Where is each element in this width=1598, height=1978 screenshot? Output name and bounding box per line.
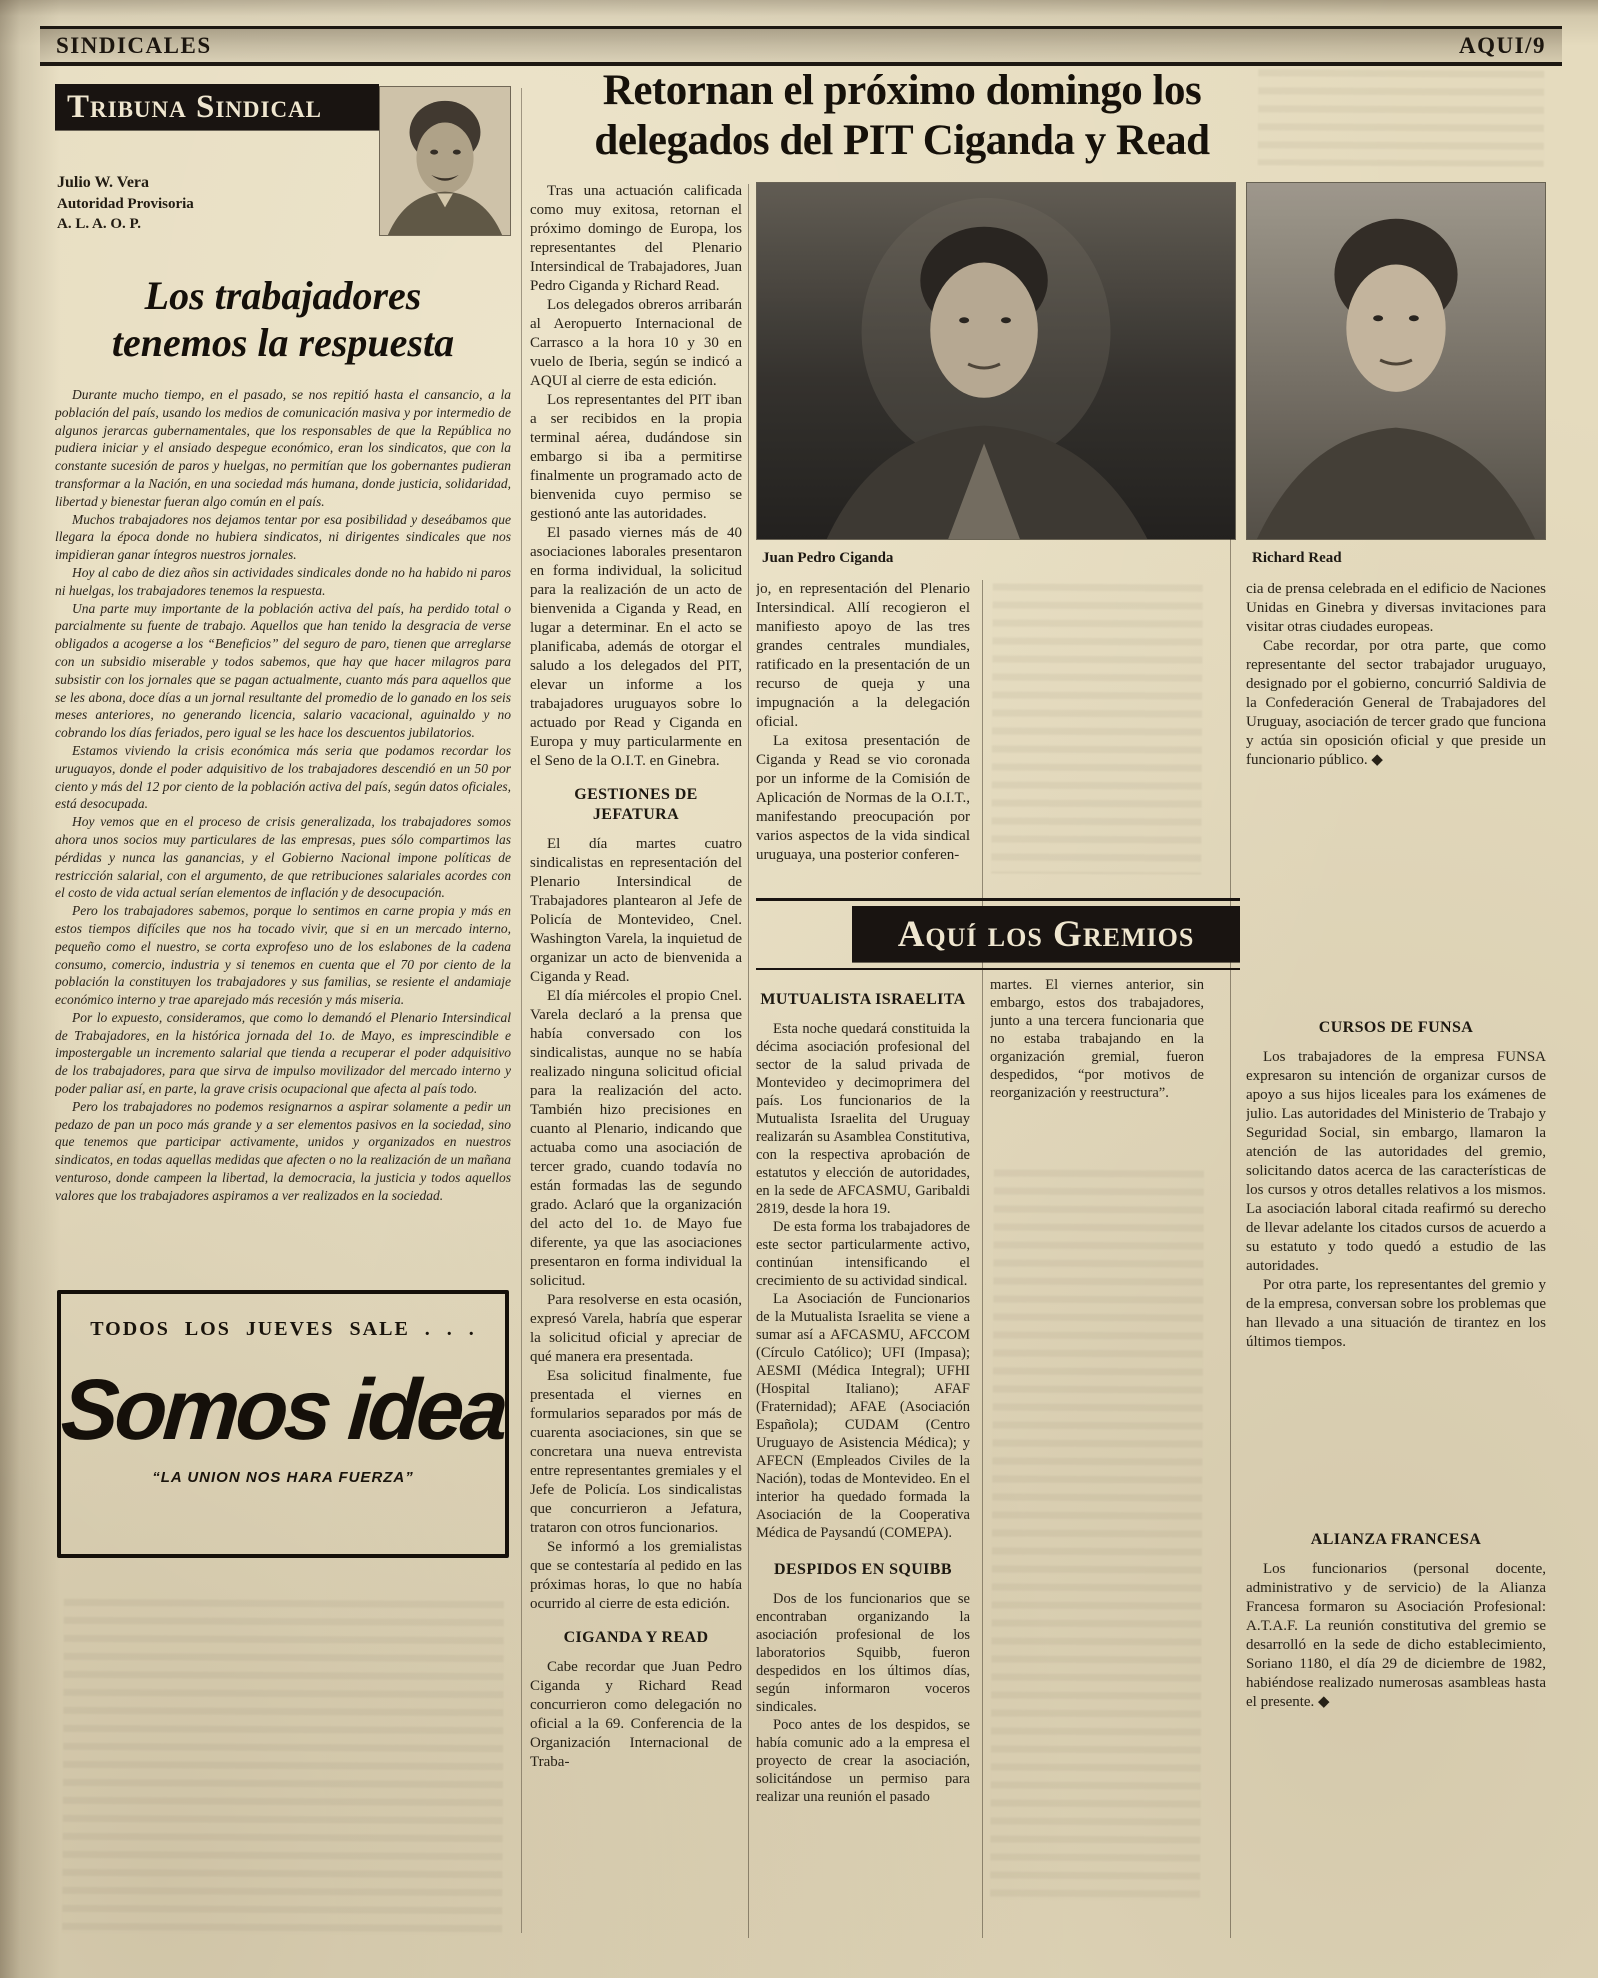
subhead-line: GESTIONES DE xyxy=(574,786,698,803)
opinion-paragraph: Hoy vemos que en el proceso de crisis generalizada, los trabajadores somos ahora unos socios muy particulares de las empresas, pues sólo compartimos las pérdidas y nunca las ganancias, y el Gobierno Nacional impone políticas de restricción salarial, con el argumento, de que retribuciones salariales acordes con el costo de vida actual serían elementos de inflación y de desocupación. xyxy=(55,814,511,901)
gremios-column-1 xyxy=(756,976,970,1938)
column-rule xyxy=(982,580,983,1938)
subhead-line: JEFATURA xyxy=(592,806,680,823)
page-number: AQUI/9 xyxy=(1459,32,1546,58)
bleed-through-texture xyxy=(991,583,1203,874)
subhead-cursos-de-funsa: CURSOS DE FUNSA xyxy=(1318,1019,1474,1036)
ciganda-portrait-illustration xyxy=(757,183,1235,539)
gremios-top-rule xyxy=(756,898,1240,901)
author-byline xyxy=(57,172,194,234)
opinion-paragraph: Una parte muy importante de la población activa del país, ha perdido total o parcialmente su fuente de trabajo. Aquellos que han tenido la desgracia de verse obligados a acogerse a los “Beneficios” del seguro de paro, tienen que arreglarse con un subsidio miserable y todos sabemos, que hay que hacer milagros para subsistir con los jornales que se pagan actualmente, cuanto más para aquellos que se les abona, doce días a un jornal resultante del promedio de lo ganado en los seis meses anteriores, no generando licencia, salario vacacional, aguinaldo y no cobrando los días feriados, pero igual se les hace los descuentos jubilatorios. xyxy=(55,600,511,741)
gremios-paragraph: Poco antes de los despidos, se había comunic ado a la empresa el proyecto de crear la asociación, solicitándose un permiso para realizar una reunión el pasado xyxy=(756,1717,970,1805)
opinion-paragraph: Estamos viviendo la crisis económica más seria que podamos recordar los uruguayos, donde el poder adquisitivo de los trabajadores descendió en un 50 por ciento y más del 12 por ciento de la población activa del país, según datos oficiales, está desocupada. xyxy=(55,742,511,812)
gremios-paragraph: Los funcionarios (personal docente, administrativo y de servicio) de la Alianza Francesa formaron su Asociación Profesional: A.T.A.F. La reunión constitutiva del gremio se desarrolló en la sede de dicho establecimiento, Soriano 1180, el día 29 de diciembre de 1982, habiéndose realizado numerosas asambleas hasta el presente. ◆ xyxy=(1246,1561,1546,1710)
author-portrait-illustration xyxy=(380,87,510,235)
article-paragraph: El día miércoles el propio Cnel. Varela declaró a la prensa que había conversado con los sindicalistas, aunque no se había realizado ninguna solicitud oficial para la realización del acto. También hizo precisiones en cuanto al Plenario, indicando que actuaba como una asociación de tercer grado, cuando todavía no están formadas las de segundo grado. Aclaró que la organización del acto del 1o. de Mayo fue diferente, ya que las asociaciones presentaron en forma individual la solicitud. xyxy=(530,988,742,1289)
article-paragraph: Cabe recordar, por otra parte, que como representante del sector trabajador uruguayo, designado por el gobierno, concurrió Saldivia de la Confederación General de Trabajadores del Uruguay, asociación de tercer grado que funciona y actúa sin oposición oficial y que preside un funcionario público. ◆ xyxy=(1246,638,1546,768)
article-paragraph: Los delegados obreros arribarán al Aeropuerto Internacional de Carrasco a la hora 10 y 30 en vuelo de Iberia, según se indicó a AQUI al cierre de esta edición. xyxy=(530,297,742,389)
article-paragraph: cia de prensa celebrada en el edificio de Naciones Unidas en Ginebra y diversas invitaciones para visitar otras ciudades europeas. xyxy=(1246,581,1546,635)
read-photo xyxy=(1246,182,1546,540)
gremios-masthead-text: Aquí los Gremios xyxy=(897,913,1195,955)
gremios-paragraph: De esta forma los trabajadores de este sector particularmente activo, continúan intensificando el crecimiento de su actividad sindical. xyxy=(756,1219,970,1289)
tribuna-sindical-masthead xyxy=(55,84,379,130)
article-paragraph: La exitosa presentación de Ciganda y Read se vio coronada por un informe de la Comisión de Aplicación de Normas de la O.I.T., manifestando preocupación por varios aspectos de la vida sindical uruguaya, una posterior conferen- xyxy=(756,733,970,863)
article-paragraph: El pasado viernes más de 40 asociaciones laborales presentaron en forma individual, la solicitud para la realización de un acto de bienvenida a Ciganda y Read, en lugar a determinar. En el acto se planificaba, además de otorgar el saludo a los delegados del PIT, elevar un informe a los trabajadores uruguayos sobre lo actuado por Read y Ciganda en Europa y muy particularmente en el Seno de la O.I.T. en Ginebra. xyxy=(530,525,742,769)
gremios-paragraph: Dos de los funcionarios que se encontraban organizando la asociación profesional de los laboratorios Squibb, fueron despedidos en los últimos días, según informaron voceros sindicales. xyxy=(756,1591,970,1715)
gremios-paragraph: Esta noche quedará constituida la décima asociación profesional del sector de la salud privada de Montevideo y decimoprimera del país. Los funcionarios de la Mutualista Israelita del Uruguay realizarán su Asamblea Constitutiva, con la respectiva aprobación de estatutos y elección de autoridades, en la sede de AFCASMU, Garibaldi 2819, desde la hora 19. xyxy=(756,1021,970,1217)
opinion-headline xyxy=(55,272,511,366)
read-portrait-illustration xyxy=(1247,183,1545,539)
tribuna-masthead-text: Tribuna Sindical xyxy=(67,88,323,125)
gremios-paragraph: Por otra parte, los representantes del gremio y de la empresa, conversan sobre los problemas que han llevado a una situación de tirantez en los últimos tiempos. xyxy=(1246,1277,1546,1350)
author-photo xyxy=(379,86,511,236)
author-name: Julio W. Vera xyxy=(57,174,150,191)
opinion-paragraph: Por lo expuesto, consideramos, que como lo demandó el Plenario Intersindical de Trabajadores, en la histórica jornada del 1o. de Mayo, es imprescindible e impostergable un incremento salarial que tienda a recuperar el poder adquisitivo de los trabajadores, para que sirva de impulso movilizador del mercado interno y poder paliar así, en parte, la grave crisis ocupacional que afecta al país todo. xyxy=(55,1009,511,1097)
article-column-4 xyxy=(1246,580,1546,1940)
opinion-body xyxy=(55,386,511,1262)
article-paragraph: jo, en representación del Plenario Intersindical. Allí recogieron el manifiesto apoyo de las tres grandes centrales mundiales, ratificado en la presentación de un recurso de queja y una impugnación a la delegación oficial. xyxy=(756,581,970,730)
somos-idea-ad xyxy=(57,1290,509,1558)
column-rule xyxy=(748,184,749,1938)
article-paragraph: Se informó a los gremialistas que se contestaría al pedido en las próximas horas, lo que no había ocurrido al cierre de esta edición. xyxy=(530,1539,742,1612)
main-headline xyxy=(550,66,1254,167)
opinion-paragraph: Durante mucho tiempo, en el pasado, se nos repitió hasta el cansancio, a la población del país, usando los medios de comunicación masiva y por intermedio de algunos jerarcas gubernamentales, que los responsables de que la República no pudiera iniciar y el ansiado despegue económico, eran los sindicatos, que con la constante sucesión de paros y huelgas, no permitían que los gobernantes pudieran transformar a la Nación, en una sociedad más humana, donde justicia, solidaridad, libertad y bienestar fueran algo común en el país. xyxy=(55,387,511,509)
opinion-paragraph: Hoy al cabo de diez años sin actividades sindicales donde no ha habido ni paros ni huelgas, los trabajadores tenemos la respuesta. xyxy=(55,564,511,598)
opinion-paragraph: Pero los trabajadores no podemos resignarnos a aspirar solamente a pedir un pedazo de pan un poco más grande y a ser elementos pasivos en la sociedad, sino que tenemos que participar activamente, unidos y organizados en nuestros sindicatos, en todas aquellas medidas que afecten o no la realización de un mañana venturoso, donde campeen la libertad, la democracia, la justicia y todos aquellos valores que los trabajadores aspiramos a ver realizados en la sociedad. xyxy=(55,1098,511,1203)
article-paragraph: Los representantes del PIT iban a ser recibidos en la propia terminal aérea, dudándose sin embargo si iba a permitirse finalmente un programado acto de bienvenida cuyo permiso se gestionó ante las autoridades. xyxy=(530,392,742,522)
ad-slogan: “LA UNION NOS HARA FUERZA” xyxy=(152,1469,414,1486)
subhead-despidos-en-squibb: DESPIDOS EN SQUIBB xyxy=(774,1561,952,1578)
gremios-paragraph: Los trabajadores de la empresa FUNSA expresaron su intención de organizar cursos de apoyo a sus hijos liceales para los exámenes de julio. Las autoridades del Ministerio de Trabajo y Seguridad Social, sin embargo, llamaron la atención de las autoridades del gremio, solicitando datos acerca de las características de los cursos y otros detalles relativos a los mismos. La asociación laboral citada reafirmó su derecho de llevar adelante los citados cursos de acuerdo a su estatuto y todo quedó a estudio de las autoridades. xyxy=(1246,1049,1546,1274)
ad-brand-logo: Somos idea xyxy=(58,1362,508,1458)
article-column-1 xyxy=(530,182,742,1940)
gremios-story-funsa xyxy=(1246,1018,1546,1352)
opinion-paragraph: Muchos trabajadores nos dejamos tentar por esa posibilidad y deseábamos que llegara la época donde no hubiera sindicatos, ni dirigentes sindicales que nos impidieran ganar íntegros nuestros jornales. xyxy=(55,511,511,563)
read-photo-caption: Richard Read xyxy=(1252,550,1342,566)
tribuna-sindical-column xyxy=(55,84,511,1974)
section-title: SINDICALES xyxy=(56,32,212,58)
article-paragraph: El día martes cuatro sindicalistas en representación del Plenario Intersindical de Trabajadores plantearon al Jefe de Policía de Montevideo, Cnel. Washington Varela, la inquietud de organizar un acto de bienvenida a Ciganda y Read. xyxy=(530,836,742,985)
bleed-through-texture xyxy=(990,1169,1204,1900)
article-paragraph: Tras una actuación calificada como muy exitosa, retornan el próximo domingo de Europa, los representantes del Plenario Intersindical de Trabajadores, Juan Pedro Ciganda y Richard Read. xyxy=(530,183,742,294)
article-column-2 xyxy=(756,580,970,892)
subhead-mutualista-israelita: MUTUALISTA ISRAELITA xyxy=(760,991,966,1008)
bleed-through-texture xyxy=(1258,69,1544,166)
subhead-alianza-francesa: ALIANZA FRANCESA xyxy=(1310,1531,1482,1548)
opinion-headline-line1: Los trabajadores xyxy=(144,273,422,318)
bleed-through-texture xyxy=(62,1599,504,1935)
ad-tagline: TODOS LOS JUEVES SALE . . . xyxy=(90,1318,476,1340)
author-role: Autoridad Provisoria xyxy=(57,195,194,212)
article-paragraph: Para resolverse en esta ocasión, expresó Varela, habría que esperar la solicitud oficial y apreciar de qué manera era presentada. xyxy=(530,1292,742,1365)
subhead-ciganda-y-read: CIGANDA Y READ xyxy=(563,1629,709,1646)
gremios-paragraph: La Asociación de Funcionarios de la Mutualista Israelita se viene a sumar así a AFCASMU, AFCCOM (Círculo Católico); UFI (Impasa); AESMI (Médica Integral); UFHI (Hospital Italiano); AFAF (Fraternidad); AFAE (Asociación Española); CUDAM (Centro Uruguayo de Asistencia Médica); y AFECN (Empleados Civiles de la Nación), todas de Montevideo. En el interior ha quedado formada la Asociación de la Cooperativa Médica de Paysandú (COMEPA). xyxy=(756,1291,970,1541)
gremios-paragraph: martes. El viernes anterior, sin embargo, estos dos trabajadores, junto a una tercera funcionaria que no estaba trabajando en la organización gremial, fueron despedidos, “por motivos de reorganización y reestructura”. xyxy=(990,977,1204,1101)
opinion-headline-line2: tenemos la respuesta xyxy=(111,320,455,366)
opinion-paragraph: Pero los trabajadores sabemos, porque lo sentimos en carne propia y más en estos tiempos difíciles que nos ha tocado vivir, que si en un mercado interno, pequeño como el nuestro, se corta exprofeso uno de los eslabones de la cadena consumo, comercio, industria y si tenemos en cuenta que el 70 por ciento de la población la constituyen los trabajadores y sus familias, se resiente el andamiaje económico interno y trae aparejado más recesión y más miseria. xyxy=(55,903,511,1008)
ciganda-photo-caption: Juan Pedro Ciganda xyxy=(762,550,894,566)
main-headline-line2: delegados del PIT Ciganda y Read xyxy=(594,117,1210,165)
aqui-los-gremios-masthead xyxy=(852,906,1240,962)
subhead-gestiones-de-jefatura xyxy=(530,785,742,825)
column-divider xyxy=(521,88,522,1933)
main-headline-line1: Retornan el próximo domingo los xyxy=(602,67,1202,114)
main-article-region xyxy=(530,60,1546,1940)
article-paragraph: Esa solicitud finalmente, fue presentada el viernes en formularios separados por más de cuarenta asociaciones, sin que se concretara una nueva entrevista entre representantes gremiales y el Jefe de Policía. Los sindicalistas que concurrieron a Jefatura, trataron con otros funcionarios. xyxy=(530,1368,742,1536)
author-organization: A. L. A. O. P. xyxy=(57,215,142,232)
article-paragraph: Cabe recordar que Juan Pedro Ciganda y Richard Read concurrieron como delegación no oficial a la 69. Conferencia de la Organización Internacional de Traba- xyxy=(530,1659,742,1770)
gremios-bottom-rule xyxy=(756,968,1240,970)
gremios-story-alianza xyxy=(1246,1530,1546,1712)
ciganda-photo xyxy=(756,182,1236,540)
